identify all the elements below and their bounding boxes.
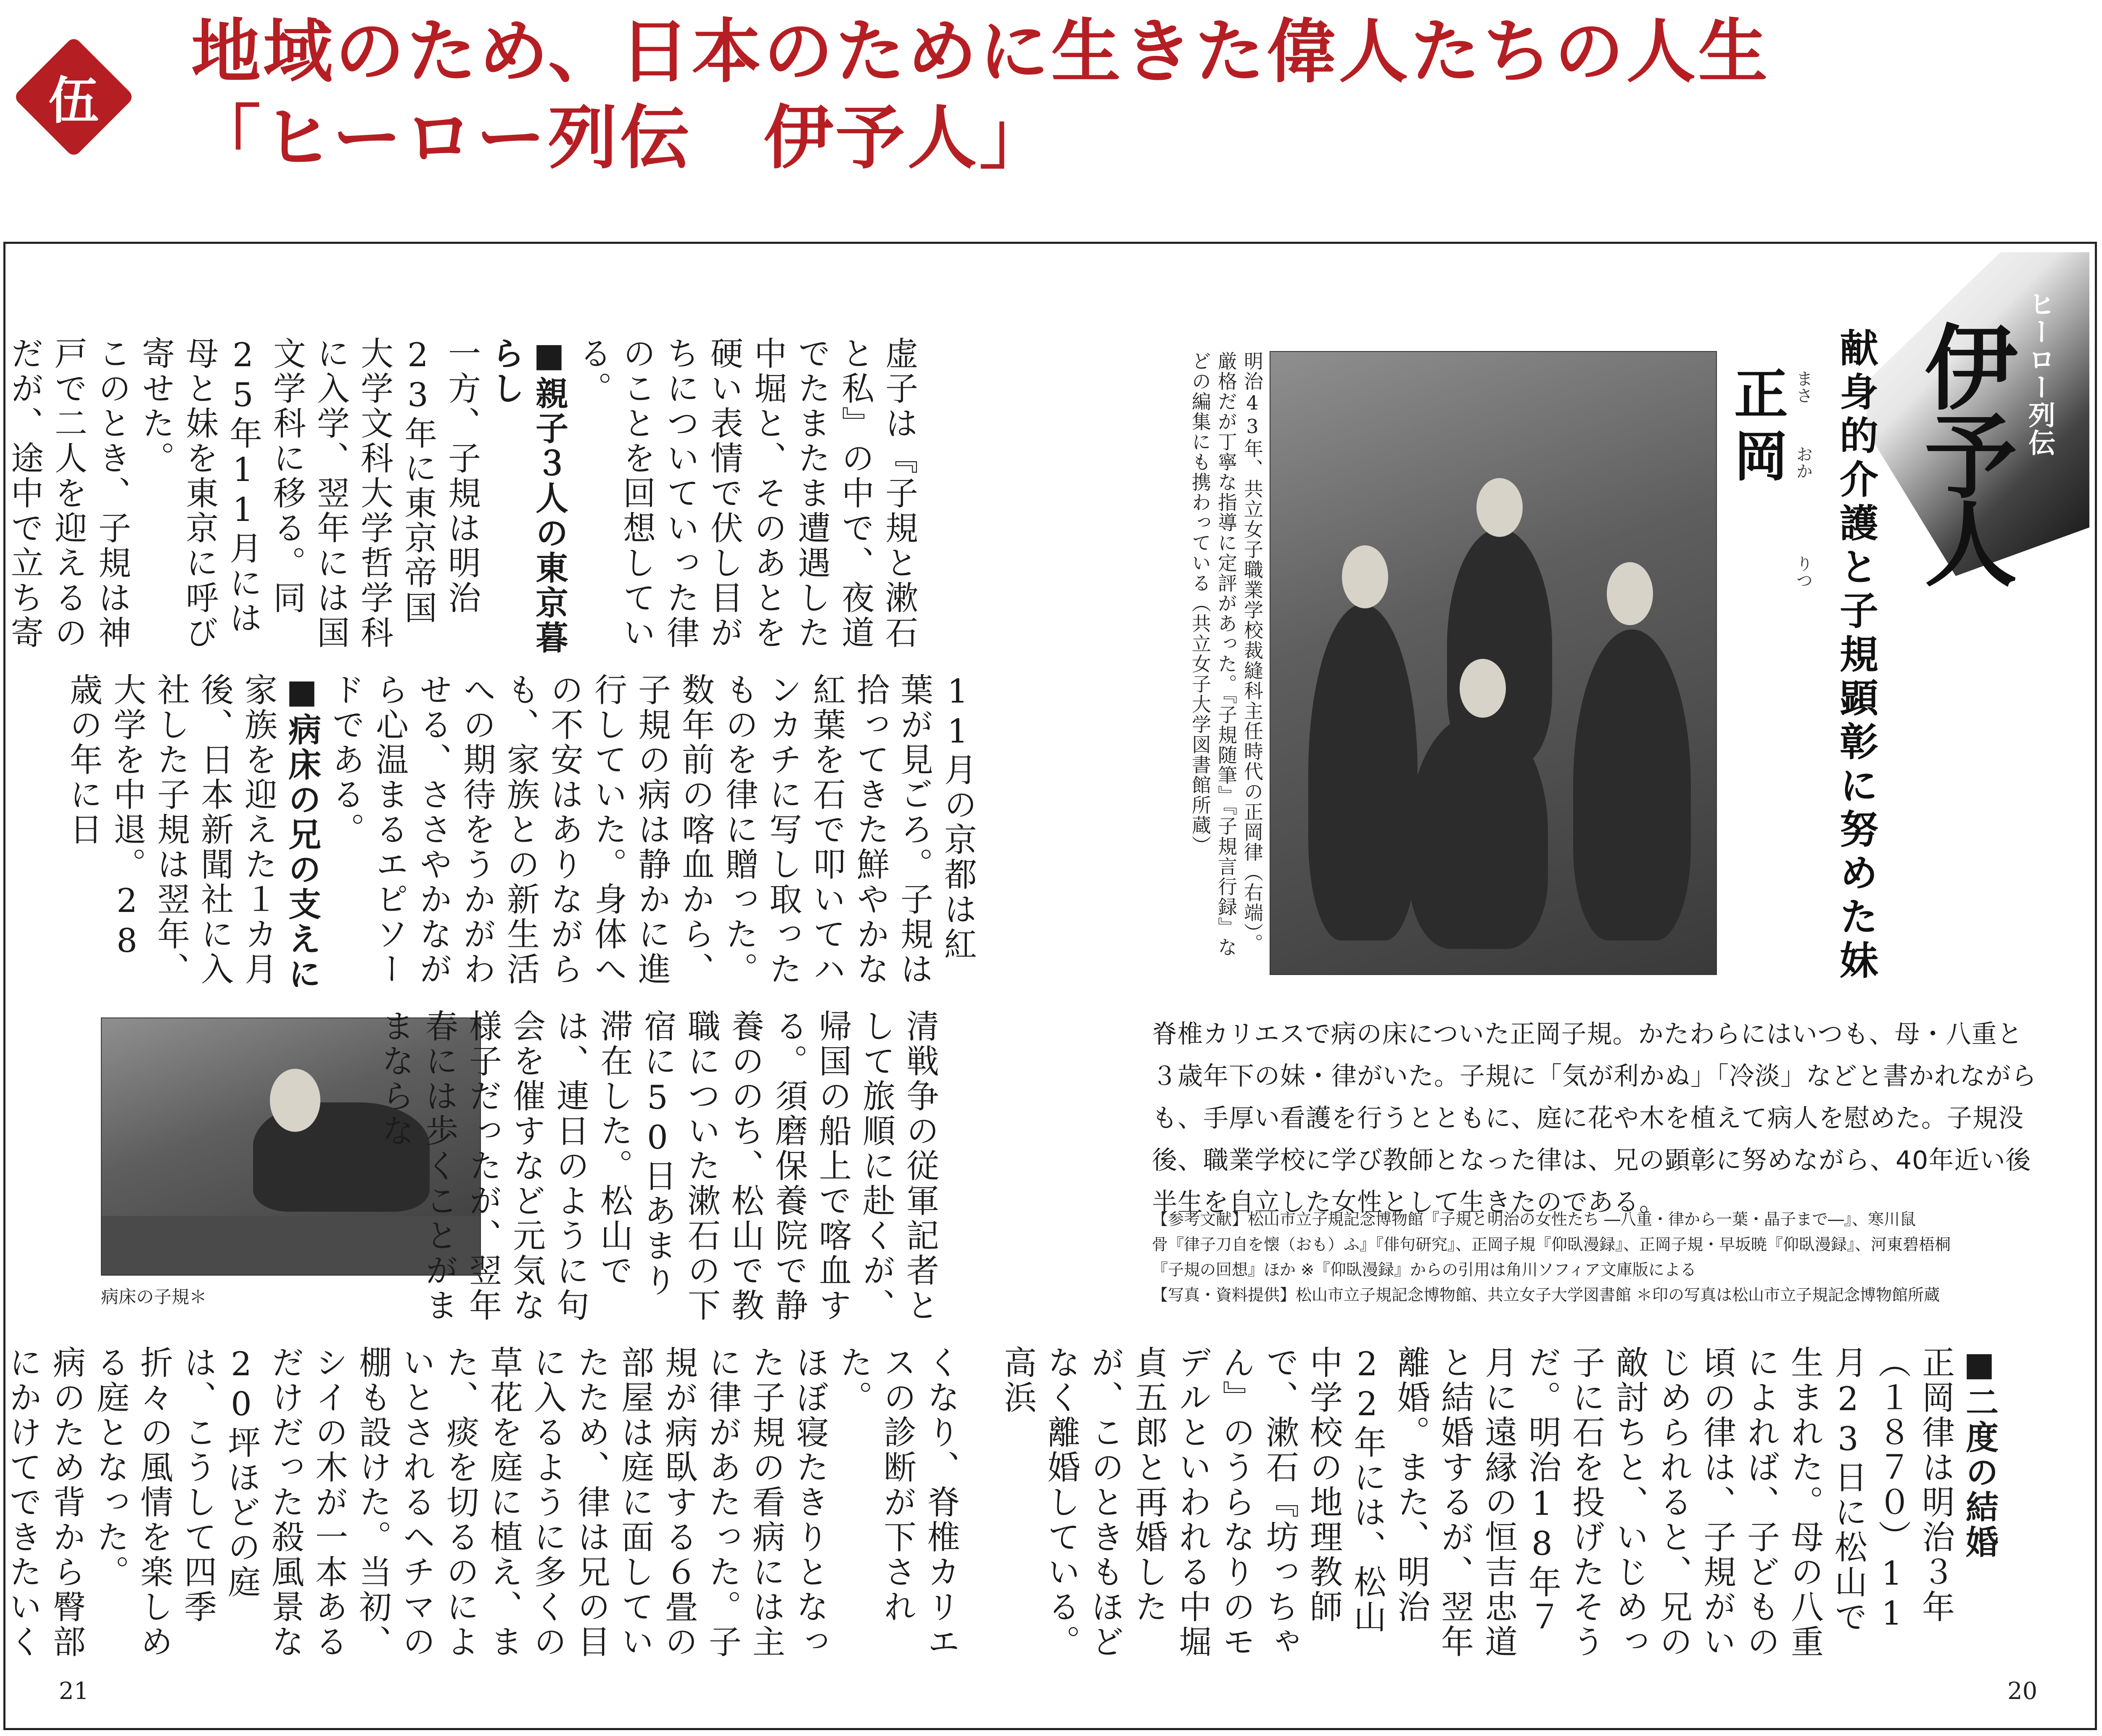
page-title-line2: 「ヒーロー列伝 伊予人」 — [191, 97, 1051, 178]
body-text: このとき、子規は神戸で二人を迎えるのだが、途中で立ち寄 — [5, 336, 131, 650]
body-text: 11月の京都は紅葉が見ごろ。子規は拾ってきた鮮やかな紅葉を石で叩いてハンカチに写し取ったものを律に贈った。 — [720, 673, 977, 987]
body-section-tokyo — [5, 336, 921, 656]
references — [1152, 1207, 2047, 1308]
reference-line: 【参考文献】松山市立子規記念博物館『子規と明治の女性たち ―八重・律から一葉・晶子まで―』、寒川鼠 — [1152, 1210, 1916, 1229]
series-logo: 伊予人 — [1909, 320, 2018, 584]
body-text: 清戦争の従軍記者として旅順に赴くが、帰国の船上で喀血する。須磨保養院で静養ののち、松山で教職についた漱石の下宿に50日あまり滞在した。松山では、連日のように句会を催すなど元気な様子だったが、翌年春には歩くことがままならな — [376, 1009, 939, 1323]
chapter-number: 伍 — [48, 71, 99, 130]
body-section-garden — [4, 1345, 963, 1669]
section-heading: ■親子３人の東京暮らし — [486, 336, 568, 655]
body-text: 一方、子規は明治23年に東京帝国大学文科大学哲学科に入学、翌年には国文学科に移る。同25年11月には母と妹を東京に呼び寄せた。 — [137, 336, 481, 650]
body-text: 正岡律は明治３年（１８７０）11月23日に松山で生まれた。母の八重によれば、子どもの頃の律は、子規がいじめられると、兄の敵討ちと、いじめっ子に石を投げたそうだ。明治18年７月に遠縁の恒吉忠道と結婚するが、翌年離婚。また、明治22年には、松山中学校の地理教師で、漱石『坊っちゃん』のうらなりのモデルといわれる中堀貞五郎と再婚したが、このときもほどなく離婚している。高浜 — [998, 1345, 1954, 1659]
article-intro: 脊椎カリエスで病の床についた正岡子規。かたわらにはいつも、母・八重と３歳年下の妹・律がいた。子規に「気が利かぬ」「冷淡」などと書かれながらも、手厚い看護を行うとともに、庭に花や木を植えて病人を慰めた。子規没後、職業学校に学び教師となった律は、兄の顕彰に努めながら、40年近い後半生を自立した女性として生きたのである。 — [1152, 1020, 2037, 1217]
name-ruby-ritsu: りつ — [1793, 555, 1813, 589]
body-section-marriage — [998, 1345, 2001, 1669]
shiki-photo-caption: 病床の子規＊ — [101, 1287, 207, 1307]
body-text: 虚子は『子規と漱石と私』の中で、夜道でたまたま遭遇した中堀と、そのあとを硬い表情で伏し目がちについていった律のことを回想している。 — [574, 336, 918, 650]
body-section-war — [376, 1009, 942, 1329]
body-text: 病のため背から臀部にかけてできたいく — [4, 1345, 85, 1659]
page-title-line1: 地域のため、日本のために生きた偉人たちの人生 — [191, 11, 1770, 92]
series-label: ヒーロー列伝 — [2024, 290, 2055, 457]
chapter-badge — [11, 34, 137, 160]
reference-line: 【写真・資料提供】松山市立子規記念博物館、共立女子大学図書館 ＊印の写真は松山市立子規記念博物館所蔵 — [1152, 1286, 1940, 1304]
article-headline: 献身的介護と子規顕彰に努めた妹 — [1833, 328, 1878, 984]
reference-line: 骨『律子刀自を懐（おも）ふ』『俳句研究』、正岡子規『仰臥漫録』、正岡子規・早坂暁『仰臥漫録』、河東碧梧桐 — [1152, 1235, 1951, 1254]
page-number-left: 21 — [59, 1678, 89, 1705]
body-section-kyoto — [64, 673, 980, 992]
body-text: くなり、脊椎カリエスの診断が下された。 — [834, 1345, 960, 1659]
body-text: 家族を迎えた１カ月後、日本新聞社に入社した子規は翌年、大学を中退。28歳の年に日 — [64, 673, 277, 987]
person-name: 正岡 — [1725, 366, 1788, 490]
body-text: ほぼ寝たきりとなった子規の看病には主に律があたった。子規が病臥する６畳の部屋は庭に面していたため、律は兄の目に入るように多くの草花を庭に植え、また、痰を切るのによいとされるヘチマの棚も設けた。当初、シイの木が一本あるだけだった殺風景な20坪ほどの庭は、こうして四季折々の風情を楽しめる庭となった。 — [91, 1345, 829, 1659]
section-heading: ■二度の結婚 — [1960, 1345, 1998, 1560]
name-ruby-masa: まさ — [1793, 370, 1813, 404]
name-ruby-oka: おか — [1793, 446, 1813, 479]
body-text: 数年前の喀血から、子規の病は静かに進行していた。身体への不安はありながらも、家族との新生活への期待をうかがわせる、ささやかながら心温まるエピソードである。 — [327, 673, 714, 987]
reference-line: 『子規の回想』ほか ※『仰臥漫録』からの引用は角川ソフィア文庫版による — [1152, 1260, 1696, 1279]
portrait-photo — [1270, 351, 1717, 975]
page-number-right: 20 — [2007, 1678, 2038, 1705]
section-heading: ■病床の兄の支えに — [283, 673, 321, 992]
portrait-caption: 明治43年、共立女子職業学校裁縫科主任時代の正岡律（右端）。厳格だが丁寧な指導に定評があった。『子規随筆』『子規言行録』などの編集にも携わっている（共立女子大学図書館所蔵） — [1189, 351, 1264, 957]
